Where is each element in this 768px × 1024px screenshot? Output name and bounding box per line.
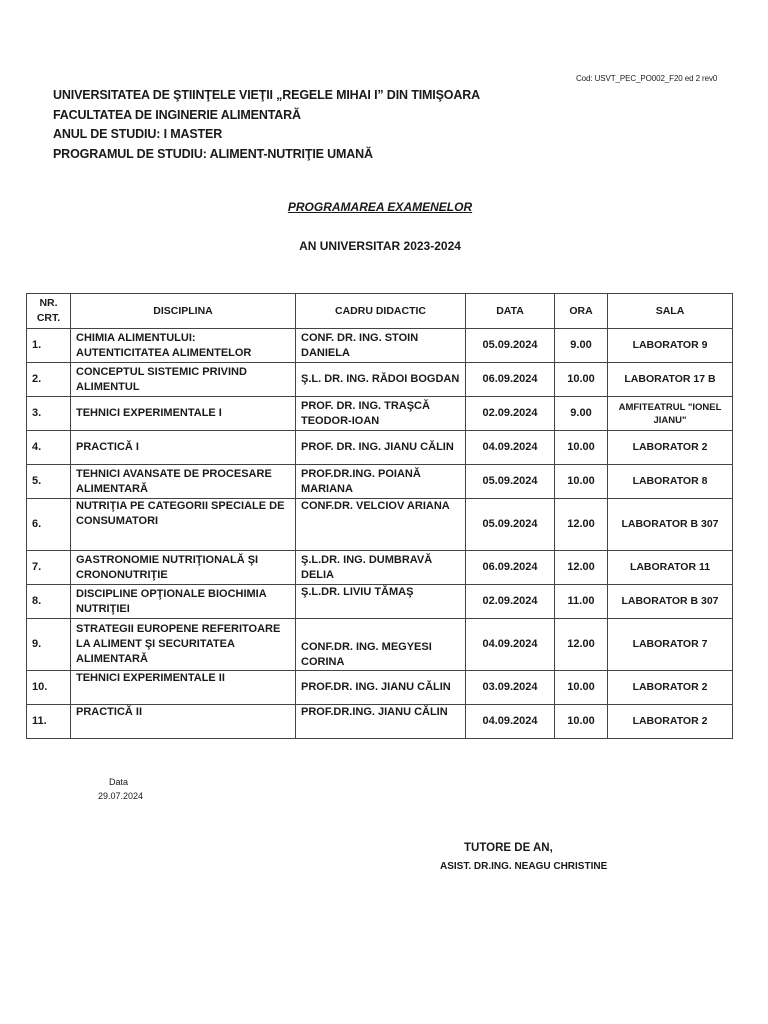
- faculty-name: FACULTATEA DE INGINERIE ALIMENTARĂ: [53, 107, 301, 122]
- table-row: [27, 363, 733, 397]
- cell-cadru-didactic: PROF.DR.ING. POIANĂ MARIANA: [296, 465, 466, 499]
- cell-disciplina: PRACTICĂ II: [71, 705, 296, 739]
- cell-cadru-didactic: CONF. DR. ING. STOIN DANIELA: [296, 329, 466, 363]
- cell-cadru-didactic: CONF.DR. ING. MEGYESI CORINA: [296, 619, 466, 671]
- cell-data: 05.09.2024: [466, 499, 555, 551]
- cell-data: 02.09.2024: [466, 397, 555, 431]
- cell-cadru-didactic: Ş.L.DR. LIVIU TĂMAŞ: [296, 585, 466, 619]
- cell-sala: LABORATOR 7: [608, 619, 733, 671]
- document-code: Cod: USVT_PEC_PO002_F20 ed 2 rev0: [576, 74, 718, 83]
- cell-ora: 10.00: [555, 363, 608, 397]
- cell-data: 02.09.2024: [466, 585, 555, 619]
- column-header-disciplina: DISCIPLINA: [71, 294, 296, 329]
- cell-nr: 1.: [27, 329, 71, 363]
- cell-nr: 5.: [27, 465, 71, 499]
- university-name: UNIVERSITATEA DE ŞTIINŢELE VIEŢII „REGELE MIHAI I” DIN TIMIŞOARA: [53, 88, 480, 102]
- cell-cadru-didactic: PROF.DR.ING. JIANU CĂLIN: [296, 705, 466, 739]
- cell-data: 06.09.2024: [466, 551, 555, 585]
- cell-sala: LABORATOR 2: [608, 431, 733, 465]
- cell-ora: 10.00: [555, 705, 608, 739]
- cell-sala: LABORATOR 17 B: [608, 363, 733, 397]
- cell-ora: 12.00: [555, 499, 608, 551]
- cell-cadru-didactic: PROF. DR. ING. TRAŞCĂ TEODOR-IOAN: [296, 397, 466, 431]
- cell-data: 05.09.2024: [466, 465, 555, 499]
- cell-ora: 12.00: [555, 551, 608, 585]
- cell-disciplina: TEHNICI EXPERIMENTALE II: [71, 671, 296, 705]
- column-header-sala: SALA: [608, 294, 733, 329]
- cell-nr: 6.: [27, 499, 71, 551]
- table-row: [27, 551, 733, 585]
- cell-ora: 12.00: [555, 619, 608, 671]
- date-value: 29.07.2024: [98, 791, 144, 801]
- column-header-data: DATA: [466, 294, 555, 329]
- tutor-title: TUTORE DE AN,: [464, 842, 553, 854]
- cell-ora: 9.00: [555, 329, 608, 363]
- cell-cadru-didactic: CONF.DR. VELCIOV ARIANA: [296, 499, 466, 551]
- table-row: [27, 619, 733, 671]
- cell-disciplina: TEHNICI AVANSATE DE PROCESARE ALIMENTARĂ: [71, 465, 296, 499]
- study-year: ANUL DE STUDIU: I MASTER: [53, 127, 223, 141]
- cell-ora: 10.00: [555, 465, 608, 499]
- column-header-ora: ORA: [555, 294, 608, 329]
- cell-nr: 3.: [27, 397, 71, 431]
- cell-disciplina: CONCEPTUL SISTEMIC PRIVIND ALIMENTUL: [71, 363, 296, 397]
- cell-nr: 7.: [27, 551, 71, 585]
- cell-data: 06.09.2024: [466, 363, 555, 397]
- cell-data: 04.09.2024: [466, 431, 555, 465]
- table-row: [27, 431, 733, 465]
- academic-year: AN UNIVERSITAR 2023-2024: [299, 239, 461, 253]
- table-row: [27, 499, 733, 551]
- column-header-nr: NR. CRT.: [27, 294, 71, 329]
- cell-nr: 4.: [27, 431, 71, 465]
- cell-sala: LABORATOR 9: [608, 329, 733, 363]
- document-header: [53, 86, 480, 164]
- cell-cadru-didactic: PROF. DR. ING. JIANU CĂLIN: [296, 431, 466, 465]
- cell-data: 04.09.2024: [466, 705, 555, 739]
- cell-disciplina: CHIMIA ALIMENTULUI: AUTENTICITATEA ALIMENTELOR: [71, 329, 296, 363]
- cell-cadru-didactic: Ş.L. DR. ING. RĂDOI BOGDAN: [296, 363, 466, 397]
- document-title: PROGRAMAREA EXAMENELOR: [287, 200, 473, 214]
- cell-cadru-didactic: Ş.L.DR. ING. DUMBRAVĂ DELIA: [296, 551, 466, 585]
- cell-disciplina: STRATEGII EUROPENE REFERITOARE LA ALIMENT ŞI SECURITATEA ALIMENTARĂ: [71, 619, 296, 671]
- table-row: [27, 705, 733, 739]
- cell-ora: 10.00: [555, 431, 608, 465]
- table-row: [27, 397, 733, 431]
- cell-sala: LABORATOR 11: [608, 551, 733, 585]
- cell-nr: 11.: [27, 705, 71, 739]
- table-row: [27, 329, 733, 363]
- cell-nr: 9.: [27, 619, 71, 671]
- cell-data: 05.09.2024: [466, 329, 555, 363]
- cell-sala: LABORATOR 2: [608, 705, 733, 739]
- cell-sala: LABORATOR B 307: [608, 585, 733, 619]
- cell-disciplina: TEHNICI EXPERIMENTALE I: [71, 397, 296, 431]
- cell-ora: 10.00: [555, 671, 608, 705]
- cell-data: 04.09.2024: [466, 619, 555, 671]
- study-program: PROGRAMUL DE STUDIU: ALIMENT-NUTRIŢIE UMANĂ: [53, 146, 373, 161]
- cell-data: 03.09.2024: [466, 671, 555, 705]
- cell-nr: 2.: [27, 363, 71, 397]
- exam-schedule-table: [26, 293, 733, 739]
- cell-sala: LABORATOR 2: [608, 671, 733, 705]
- table-header-row: [27, 294, 733, 329]
- cell-nr: 8.: [27, 585, 71, 619]
- cell-sala: LABORATOR B 307: [608, 499, 733, 551]
- cell-nr: 10.: [27, 671, 71, 705]
- cell-ora: 11.00: [555, 585, 608, 619]
- date-label: Data: [109, 777, 129, 787]
- cell-sala: AMFITEATRUL "IONEL JIANU": [608, 397, 733, 431]
- cell-disciplina: PRACTICĂ I: [71, 431, 296, 465]
- cell-disciplina: NUTRIŢIA PE CATEGORII SPECIALE DE CONSUMATORI: [71, 499, 296, 551]
- tutor-name: ASIST. DR.ING. NEAGU CHRISTINE: [440, 861, 608, 872]
- table-row: [27, 465, 733, 499]
- column-header-cadru-didactic: CADRU DIDACTIC: [296, 294, 466, 329]
- cell-disciplina: GASTRONOMIE NUTRIŢIONALĂ ŞI CRONONUTRIŢIE: [71, 551, 296, 585]
- cell-cadru-didactic: PROF.DR. ING. JIANU CĂLIN: [296, 671, 466, 705]
- cell-disciplina: DISCIPLINE OPŢIONALE BIOCHIMIA NUTRIŢIEI: [71, 585, 296, 619]
- table-row: [27, 671, 733, 705]
- table-row: [27, 585, 733, 619]
- cell-sala: LABORATOR 8: [608, 465, 733, 499]
- cell-ora: 9.00: [555, 397, 608, 431]
